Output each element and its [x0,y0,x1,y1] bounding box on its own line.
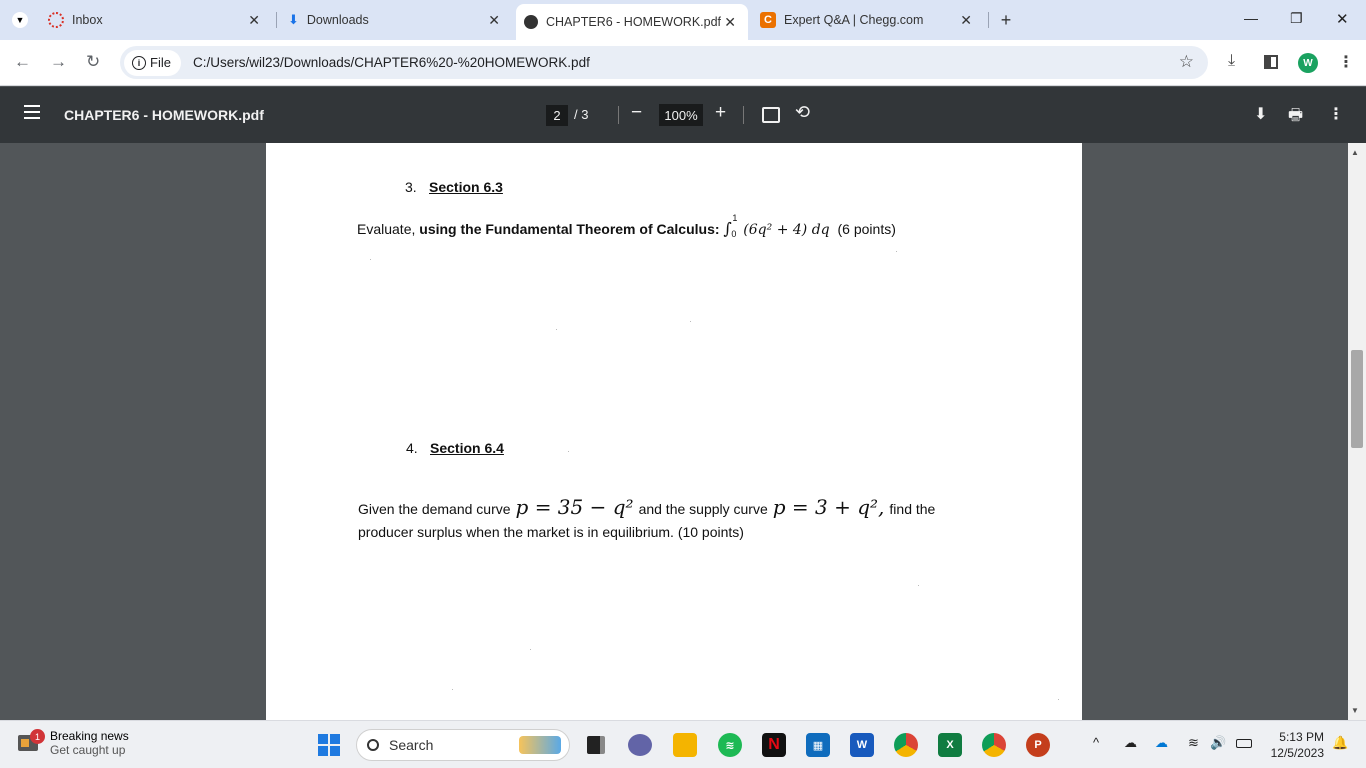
tab-label: Inbox [72,13,103,27]
page-count: / 3 [574,107,589,122]
news-icon [18,733,40,755]
back-button[interactable]: ← [14,52,31,71]
chevron-down-icon: ▼ [15,15,25,25]
browser-toolbar [0,40,1366,86]
q4-question-line1 [358,495,935,519]
q3-integral [723,213,739,239]
tab-inbox[interactable] [40,4,272,36]
pdf-page [266,143,1082,720]
page-number-input[interactable]: 2 [546,105,568,126]
cloud-icon[interactable]: ☁ [1124,735,1137,750]
scan-speck [370,259,371,260]
taskbar-search[interactable] [356,729,570,761]
clock-date: 12/5/2023 [1270,746,1324,760]
q3-points: (6 points) [837,221,896,237]
new-tab-button[interactable] [993,8,1019,32]
news-widget[interactable] [18,729,129,757]
chevron-up-icon[interactable]: ^ [1093,735,1100,750]
close-tab-icon[interactable]: ✕ [724,14,736,30]
scan-speck [690,321,691,322]
q4-question-line2: producer surplus when the market is in equilibrium. (10 points) [358,524,744,540]
scan-speck [452,689,453,690]
q4-number: 4. [406,440,418,456]
news-title: Breaking news [50,729,129,743]
windows-taskbar [0,720,1366,768]
search-icon [367,739,379,751]
battery-icon[interactable] [1236,739,1252,748]
more-options-icon[interactable]: ⋮ [1328,106,1344,123]
volume-icon[interactable]: 🔊 [1210,735,1227,750]
restore-button[interactable]: ❐ [1290,10,1303,26]
q3-bold-text: using the Fundamental Theorem of Calculus: [419,221,720,237]
pdf-title: CHAPTER6 - HOMEWORK.pdf [64,107,264,123]
integral-sign: ∫ [723,219,732,238]
wifi-icon[interactable]: ≋ [1188,735,1199,750]
tab-label: Downloads [306,13,369,27]
tab-search-button[interactable] [12,12,28,28]
download-icon: ⬇ [288,12,299,27]
news-subtitle: Get caught up [50,743,126,757]
excel-icon[interactable]: X [938,733,962,757]
minimize-button[interactable]: — [1244,10,1258,26]
powerpoint-icon[interactable]: P [1026,733,1050,757]
integral-upper-limit: 1 [732,213,738,223]
close-window-button[interactable]: ✕ [1336,11,1349,28]
bookmark-star-icon[interactable]: ☆ [1178,52,1194,71]
tab-label: Expert Q&A | Chegg.com [784,13,924,27]
teams-chat-icon[interactable] [628,734,652,756]
search-placeholder: Search [389,737,434,753]
scan-speck [568,451,569,452]
scan-speck [556,329,557,330]
address-bar[interactable] [120,46,1208,79]
clock-time: 5:13 PM [1279,730,1324,744]
tab-chegg[interactable] [752,4,984,36]
tab-separator [276,12,277,28]
q3-number: 3. [405,179,417,195]
q4-text2: and the supply curve [638,501,768,517]
globe-icon [524,15,538,29]
reload-button[interactable]: ↻ [86,52,101,71]
windows-start-icon[interactable] [318,734,340,756]
q3-prefix: Evaluate, [357,221,420,237]
scheme-label: File [150,55,171,70]
menu-kebab-icon[interactable]: ⋮ [1338,54,1354,71]
file-explorer-icon[interactable] [673,733,697,757]
tab-strip [0,0,1366,40]
tab-separator [988,12,989,28]
hamburger-menu-icon[interactable] [24,105,40,123]
q4-section-heading: Section 6.4 [430,440,504,456]
tab-downloads[interactable] [280,4,512,36]
close-tab-icon[interactable]: ✕ [960,12,972,28]
plus-icon: + [1000,9,1012,30]
tab-chapter6-homework[interactable] [516,4,748,40]
task-view-icon[interactable] [587,736,605,754]
close-tab-icon[interactable]: ✕ [488,12,500,28]
profile-avatar[interactable]: W [1298,53,1318,73]
q3-question [357,213,896,239]
chrome-profile-icon[interactable] [982,733,1006,757]
zoom-out-button[interactable]: − [631,102,643,123]
print-icon[interactable]: 🖶 [1288,107,1304,124]
chrome-icon[interactable] [894,733,918,757]
search-highlight-icon [519,736,561,754]
forward-button[interactable]: → [50,52,67,71]
scan-speck [530,649,531,650]
news-badge: 1 [30,729,45,744]
pdf-toolbar [0,87,1366,143]
store-icon[interactable]: ▦ [806,733,830,757]
scan-speck [1058,699,1059,700]
loading-spinner-icon [48,12,64,28]
system-clock[interactable] [1262,729,1324,761]
tab-label: CHAPTER6 - HOMEWORK.pdf [546,15,722,29]
scroll-up-arrow[interactable]: ▲ [1351,148,1359,157]
scan-speck [896,251,897,252]
scrollbar-thumb[interactable] [1351,350,1363,448]
zoom-level-input[interactable]: 100% [659,104,703,126]
chegg-icon: C [760,12,776,28]
q3-integrand: (6q² + 4) dq [743,222,830,238]
q3-section-heading: Section 6.3 [429,179,503,195]
word-icon[interactable]: W [850,733,874,757]
supply-equation: p = 3 + q², [772,495,885,519]
close-tab-icon[interactable]: ✕ [248,12,260,28]
rotate-icon[interactable]: ⟲ [795,102,811,122]
integral-lower-limit: 0 [731,229,737,239]
q4-text1: Given the demand curve [358,501,511,517]
scroll-down-arrow[interactable]: ▼ [1351,706,1359,715]
zoom-in-button[interactable]: + [715,102,727,123]
site-info-chip[interactable] [124,50,181,76]
notification-bell-icon[interactable]: 🔔 [1332,735,1349,750]
side-panel-icon[interactable] [1264,55,1278,69]
q4-text3: find the [889,501,936,517]
downloads-icon[interactable]: ⤓ [1228,52,1236,69]
toolbar-divider [743,106,744,124]
toolbar-divider [618,106,619,124]
netflix-icon[interactable]: N [762,733,786,757]
spotify-icon[interactable]: ≋ [718,733,742,757]
onedrive-icon[interactable]: ☁ [1155,735,1168,750]
url-text[interactable]: C:/Users/wil23/Downloads/CHAPTER6%20-%20HOMEWORK.pdf [192,55,590,70]
fit-page-icon[interactable] [762,107,780,123]
info-icon: i [132,56,146,70]
download-pdf-icon[interactable]: ⬇ [1254,106,1268,123]
demand-equation: p = 35 − q² [515,495,634,519]
pdf-viewer [0,143,1366,720]
scan-speck [918,585,919,586]
